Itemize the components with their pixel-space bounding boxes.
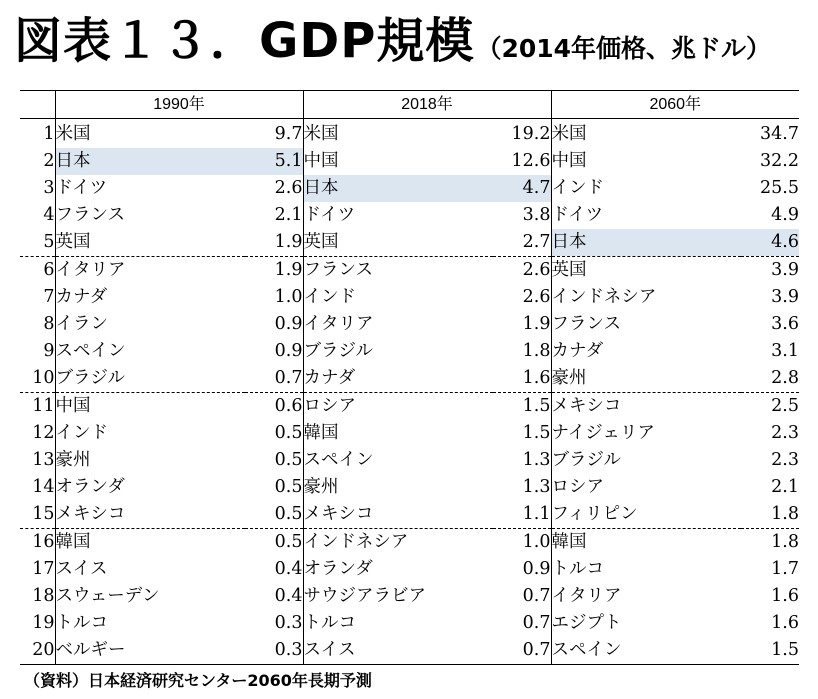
value-2060: 1.8: [771, 532, 799, 552]
country-2060: ロシア: [551, 477, 604, 497]
value-1990: 1.9: [245, 229, 303, 257]
table-row: [20, 202, 799, 229]
value-1990: 5.1: [245, 148, 303, 175]
rank-cell: 3: [20, 175, 55, 202]
country-2018: 英国: [303, 229, 493, 257]
value-2060: 2.3: [771, 423, 799, 443]
value-2060: 1.6: [771, 586, 799, 606]
table-row: [20, 257, 799, 285]
table-row: [20, 338, 799, 365]
country-1990: ドイツ: [55, 178, 108, 198]
value-2060: 3.6: [771, 314, 799, 334]
rank-cell: 20: [20, 637, 55, 665]
country-2060: イタリア: [551, 586, 622, 606]
value-1990: 0.5: [245, 474, 303, 501]
table-row: [20, 175, 799, 202]
table-body: [20, 119, 799, 665]
value-2018: 12.6: [493, 148, 551, 175]
value-2018: 2.7: [493, 229, 551, 257]
value-2060: 1.8: [741, 501, 799, 529]
country-1990: 英国: [55, 229, 245, 257]
value-2060: 25.5: [760, 178, 799, 198]
country-2060: スペイン: [551, 637, 741, 665]
table-row: [20, 311, 799, 338]
value-1990: 0.5: [245, 501, 303, 529]
rank-cell: 5: [20, 229, 55, 257]
rank-cell: 17: [20, 556, 55, 583]
table-row: [20, 229, 799, 257]
header-2060: 2060年: [551, 91, 799, 119]
country-2018: ロシア: [303, 396, 356, 416]
value-2018: 1.0: [493, 529, 551, 557]
value-2018: 2.6: [493, 257, 551, 285]
value-1990: 9.7: [245, 119, 303, 149]
country-2060: トルコ: [551, 559, 604, 579]
value-2060: 34.7: [760, 124, 799, 144]
rank-cell: 14: [20, 474, 55, 501]
country-2060: 韓国: [551, 532, 587, 552]
rank-cell: 11: [20, 393, 55, 421]
value-1990: 2.6: [245, 175, 303, 202]
value-2018: 1.3: [493, 474, 551, 501]
country-2018: ドイツ: [303, 205, 356, 225]
country-2060: ナイジェリア: [551, 423, 655, 443]
rank-cell: 8: [20, 311, 55, 338]
country-2060: ドイツ: [551, 205, 604, 225]
country-1990: 日本: [55, 148, 245, 175]
country-1990: インド: [55, 423, 108, 443]
rank-cell: 19: [20, 610, 55, 637]
country-2018: フランス: [303, 260, 373, 280]
value-2060: 1.6: [771, 613, 799, 633]
value-2018: 19.2: [493, 119, 551, 149]
value-2018: 0.7: [493, 637, 551, 665]
country-1990: トルコ: [55, 613, 108, 633]
country-2060: フランス: [551, 314, 621, 334]
value-2018: 3.8: [493, 202, 551, 229]
value-2018: 0.7: [493, 610, 551, 637]
table-row: [20, 119, 799, 149]
value-2060: 1.5: [741, 637, 799, 665]
rank-cell: 9: [20, 338, 55, 365]
rank-cell: 1: [20, 119, 55, 149]
country-2018: インドネシア: [303, 532, 409, 552]
rank-cell: 18: [20, 583, 55, 610]
country-2060: メキシコ: [551, 396, 622, 416]
value-1990: 2.1: [245, 202, 303, 229]
value-2060: 2.3: [771, 450, 799, 470]
value-1990: 0.6: [245, 393, 303, 421]
country-2060: インドネシア: [551, 287, 657, 307]
country-1990: スウェーデン: [55, 586, 160, 606]
value-1990: 0.4: [245, 583, 303, 610]
rank-cell: 2: [20, 148, 55, 175]
country-1990: 米国: [55, 124, 91, 144]
value-2060: 2.8: [741, 365, 799, 393]
country-2060: 中国: [551, 151, 587, 171]
table-row: [20, 529, 799, 557]
value-1990: 1.9: [245, 257, 303, 285]
country-2060: カナダ: [551, 341, 604, 361]
value-2060: 3.9: [771, 287, 799, 307]
rank-cell: 4: [20, 202, 55, 229]
country-2018: スイス: [303, 637, 493, 665]
country-2060: インド: [551, 178, 604, 198]
value-2060: 3.1: [771, 341, 799, 361]
value-2060: 4.9: [771, 205, 799, 225]
table-row: [20, 393, 799, 421]
page-title: [14, 2, 771, 72]
value-2060: 3.9: [771, 260, 799, 280]
country-1990: イタリア: [55, 260, 126, 280]
country-2060: 豪州: [551, 365, 741, 393]
country-1990: 豪州: [55, 450, 91, 470]
gdp-ranking-table: [20, 90, 799, 665]
value-2018: 1.8: [493, 338, 551, 365]
rank-cell: 15: [20, 501, 55, 529]
value-1990: 0.4: [245, 556, 303, 583]
table-row: [20, 610, 799, 637]
table-row: [20, 501, 799, 529]
value-1990: 0.5: [245, 447, 303, 474]
country-1990: ベルギー: [55, 637, 245, 665]
value-2018: 4.7: [493, 175, 551, 202]
value-2018: 1.1: [493, 501, 551, 529]
table-row: [20, 583, 799, 610]
country-2018: ブラジル: [303, 341, 374, 361]
table-row: [20, 637, 799, 665]
title-unit: （2014年価格、兆ドル）: [476, 34, 772, 63]
value-2018: 1.5: [493, 420, 551, 447]
country-2060: 米国: [551, 124, 587, 144]
country-2018: 米国: [303, 124, 339, 144]
value-2018: 1.3: [493, 447, 551, 474]
table-row: [20, 474, 799, 501]
table-row: [20, 284, 799, 311]
rank-cell: 10: [20, 365, 55, 393]
rank-cell: 7: [20, 284, 55, 311]
country-1990: オランダ: [55, 477, 125, 497]
value-1990: 1.0: [245, 284, 303, 311]
country-2018: 日本: [303, 175, 493, 202]
table-row: [20, 556, 799, 583]
country-1990: 韓国: [55, 532, 91, 552]
value-1990: 0.9: [245, 338, 303, 365]
table-row: [20, 148, 799, 175]
value-2060: 2.1: [771, 477, 799, 497]
value-2060: 32.2: [760, 151, 799, 171]
value-1990: 0.3: [245, 637, 303, 665]
table-row: [20, 447, 799, 474]
rank-cell: 16: [20, 529, 55, 557]
country-1990: フランス: [55, 205, 125, 225]
header-1990: 1990年: [55, 91, 303, 119]
header-2018: 2018年: [303, 91, 551, 119]
header-row: [20, 91, 799, 119]
country-1990: スペイン: [55, 341, 126, 361]
value-2018: 0.7: [493, 583, 551, 610]
country-2018: インド: [303, 287, 356, 307]
country-2060: 英国: [551, 260, 587, 280]
value-2060: 2.5: [771, 396, 799, 416]
value-2060: 1.7: [771, 559, 799, 579]
value-1990: 0.5: [245, 529, 303, 557]
table-row: [20, 420, 799, 447]
value-2060: 4.6: [741, 229, 799, 257]
country-1990: 中国: [55, 396, 91, 416]
value-2018: 1.5: [493, 393, 551, 421]
country-2018: サウジアラビア: [303, 586, 426, 606]
country-1990: メキシコ: [55, 501, 245, 529]
value-2018: 0.9: [493, 556, 551, 583]
value-1990: 0.3: [245, 610, 303, 637]
country-2018: カナダ: [303, 365, 493, 393]
rank-cell: 6: [20, 257, 55, 285]
rank-header: [20, 91, 55, 119]
country-2018: スペイン: [303, 450, 374, 470]
rank-cell: 13: [20, 447, 55, 474]
value-2018: 2.6: [493, 284, 551, 311]
value-1990: 0.5: [245, 420, 303, 447]
title-main: 図表１３．GDP規模: [14, 13, 475, 69]
value-2018: 1.9: [493, 311, 551, 338]
country-2060: 日本: [551, 229, 741, 257]
country-2018: トルコ: [303, 613, 356, 633]
country-2018: 中国: [303, 151, 339, 171]
country-2060: ブラジル: [551, 450, 622, 470]
country-2018: メキシコ: [303, 501, 493, 529]
country-1990: カナダ: [55, 287, 108, 307]
country-2060: フィリピン: [551, 501, 741, 529]
country-1990: スイス: [55, 559, 108, 579]
country-2018: オランダ: [303, 559, 373, 579]
table-row: [20, 365, 799, 393]
country-1990: イラン: [55, 314, 108, 334]
country-2018: 韓国: [303, 423, 339, 443]
value-2018: 1.6: [493, 365, 551, 393]
country-1990: ブラジル: [55, 365, 245, 393]
value-1990: 0.9: [245, 311, 303, 338]
value-1990: 0.7: [245, 365, 303, 393]
country-2018: 豪州: [303, 477, 339, 497]
rank-cell: 12: [20, 420, 55, 447]
source-note: （資料）日本経済研究センター2060年長期予測: [24, 671, 372, 690]
country-2060: エジプト: [551, 613, 622, 633]
country-2018: イタリア: [303, 314, 374, 334]
